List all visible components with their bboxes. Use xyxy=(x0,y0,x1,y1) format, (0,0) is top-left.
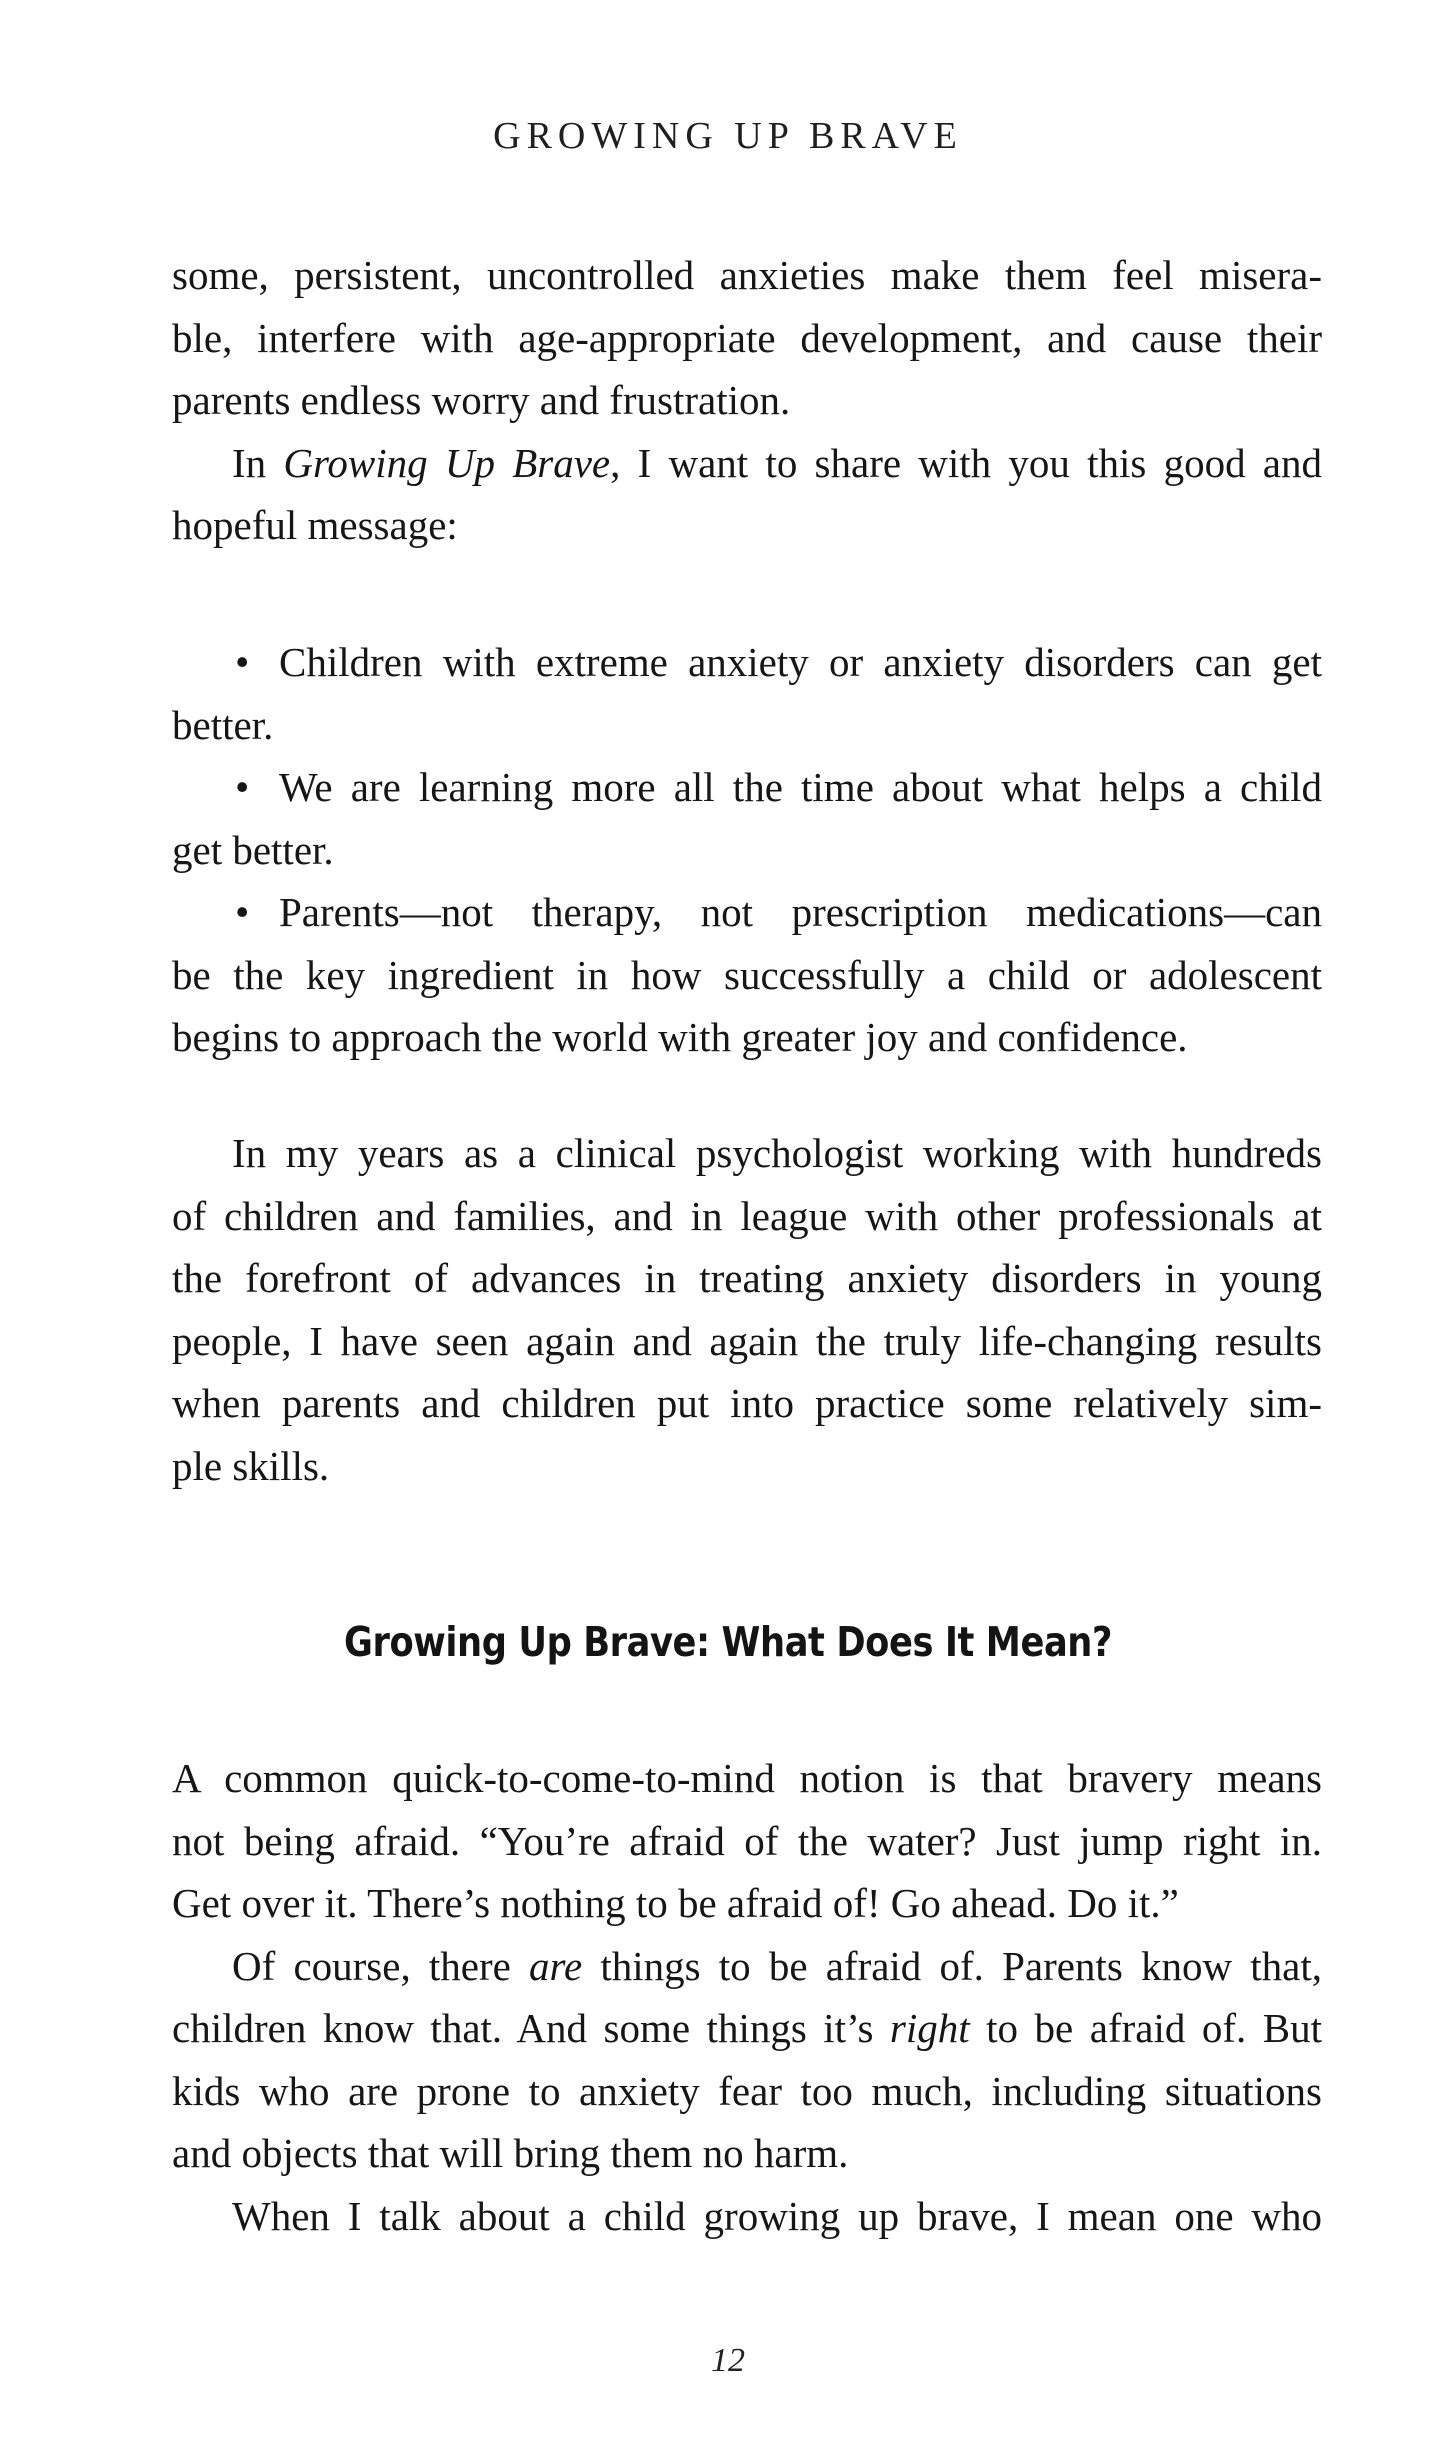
emphasis-text: are xyxy=(529,1942,583,1989)
text-line: some, persistent, uncontrolled anxieties make them feel misera- xyxy=(172,252,1322,298)
text-line xyxy=(172,756,1322,819)
text-fragment: , I want to share with you this good and xyxy=(610,439,1323,486)
text-fragment: children know that. And some things it’s xyxy=(172,2005,890,2051)
bullet-icon: • xyxy=(235,889,250,935)
bullet-item xyxy=(172,881,1322,1069)
text-line: A common quick-to-come-to-mind notion is that bravery means xyxy=(172,1755,1322,1801)
text-line: ble, interfere with age-appropriate development, and cause their xyxy=(172,314,1322,361)
text-line xyxy=(172,432,1322,495)
text-line: Get over it. There’s nothing to be afraid of! Go ahead. Do it.” xyxy=(172,1880,1179,1926)
text-block-intro xyxy=(172,244,1322,557)
page-number: 12 xyxy=(711,2342,745,2379)
paragraph-4 xyxy=(172,1747,1322,1935)
text-line xyxy=(172,631,1322,694)
emphasis-text: right xyxy=(889,2005,970,2051)
bullet-text: Parents—not therapy, not prescription medications—can xyxy=(279,889,1322,935)
text-fragment: things to be afraid of. Parents know that, xyxy=(582,1942,1322,1989)
bullet-text: We are learning more all the time about what helps a child xyxy=(279,764,1322,810)
running-head: GROWING UP BRAVE xyxy=(493,115,963,157)
text-line: be the key ingredient in how successfully a child or adolescent xyxy=(172,951,1322,998)
text-line: ple skills. xyxy=(172,1442,330,1489)
text-line xyxy=(172,1997,1322,2060)
text-line: get better. xyxy=(172,826,334,873)
text-line: better. xyxy=(172,701,274,748)
paragraph-1 xyxy=(172,244,1322,432)
bullet-item xyxy=(172,756,1322,881)
text-line: and objects that will bring them no harm. xyxy=(172,2130,849,2176)
text-line: In my years as a clinical psychologist working with hundreds xyxy=(232,1130,1322,1176)
text-line: parents endless worry and frustration. xyxy=(172,377,791,423)
text-line xyxy=(172,1935,1322,1998)
section-heading: Growing Up Brave: What Does It Mean? xyxy=(343,1618,1113,1666)
bullet-text: Children with extreme anxiety or anxiety disorders can get xyxy=(279,639,1322,685)
bullet-icon: • xyxy=(235,639,250,685)
text-line: begins to approach the world with greater joy and confidence. xyxy=(172,1014,1188,1060)
text-block-section xyxy=(172,1747,1322,2247)
paragraph-2 xyxy=(172,432,1322,557)
text-block-experience xyxy=(172,1122,1322,1497)
paragraph-3 xyxy=(172,1122,1322,1497)
text-line: When I talk about a child growing up brave, I mean one who xyxy=(232,2192,1322,2239)
text-fragment: to be afraid of. But xyxy=(969,2005,1322,2051)
text-line: of children and families, and in league with other professionals at xyxy=(172,1192,1322,1239)
text-line: kids who are prone to anxiety fear too much, including situations xyxy=(172,2067,1322,2114)
text-fragment: In xyxy=(232,439,284,486)
bullet-item xyxy=(172,631,1322,756)
bullet-list xyxy=(172,631,1322,1069)
text-line: not being afraid. “You’re afraid of the water? Just jump right in. xyxy=(172,1817,1322,1864)
text-line: hopeful message: xyxy=(172,502,458,548)
text-line: the forefront of advances in treating anxiety disorders in young xyxy=(172,1255,1322,1301)
text-line: people, I have seen again and again the truly life-changing results xyxy=(172,1317,1322,1364)
text-line xyxy=(172,881,1322,944)
text-fragment: Of course, there xyxy=(232,1942,530,1989)
paragraph-5 xyxy=(172,1935,1322,2185)
text-line: when parents and children put into practice some relatively sim- xyxy=(172,1380,1322,1426)
book-title: Growing Up Brave xyxy=(283,439,611,486)
bullet-icon: • xyxy=(235,764,250,810)
paragraph-6 xyxy=(172,2185,1322,2248)
